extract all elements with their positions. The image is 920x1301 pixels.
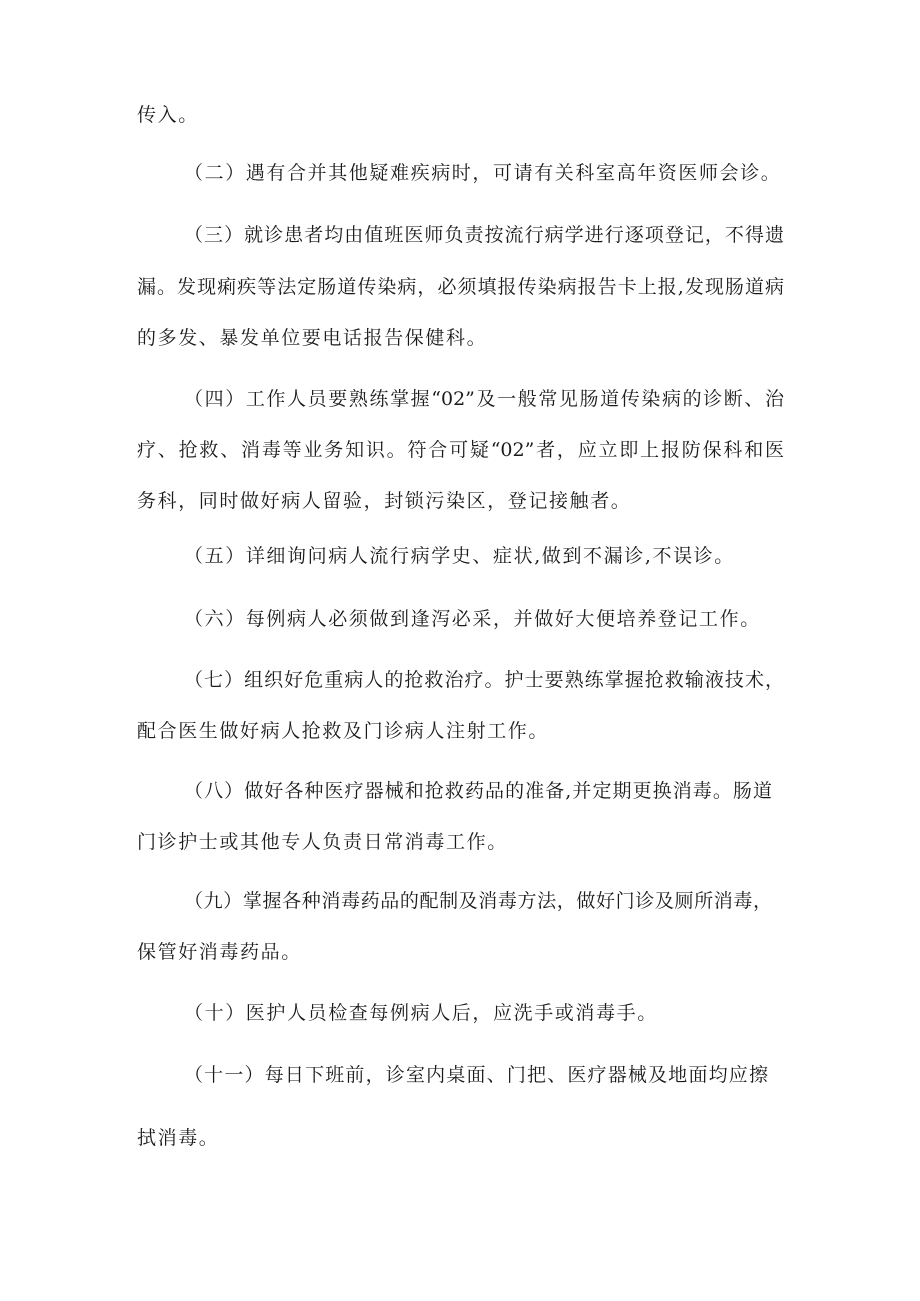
text-line: （六）每例病人必须做到逢泻必采，并做好大便培养登记工作。 — [184, 608, 761, 630]
text-line: 疗、抢救、消毒等业务知识。符合可疑“02”者，应立即上报防保科和医 — [137, 439, 784, 461]
text-line: 传入。 — [137, 104, 199, 126]
text-line: 漏。发现痢疾等法定肠道传染病，必须填报传染病报告卡上报,发现肠道病 — [137, 276, 784, 298]
text-line: （七）组织好危重病人的抢救治疗。护士要熟练掌握抢救输液技术， — [184, 669, 784, 691]
text-line: 保管好消毒药品。 — [137, 941, 302, 963]
text-line: 配合医生做好病人抢救及门诊病人注射工作。 — [137, 720, 550, 742]
text-line: （四）工作人员要熟练掌握“02”及一般常见肠道传染病的诊断、治 — [184, 388, 784, 410]
text-line: 务科，同时做好病人留验，封锁污染区，登记接触者。 — [137, 490, 632, 512]
text-line: （十一）每日下班前，诊室内桌面、门把、医疗器械及地面均应擦 — [184, 1064, 768, 1086]
text-line: 门诊护士或其他专人负责日常消毒工作。 — [137, 831, 508, 853]
text-line: （九）掌握各种消毒药品的配制及消毒方法，做好门诊及厕所消毒， — [184, 890, 772, 912]
text-line: （八）做好各种医疗器械和抢救药品的准备,并定期更换消毒。肠道 — [184, 780, 772, 802]
text-line: （三）就诊患者均由值班医师负责按流行病学进行逐项登记，不得遗 — [184, 224, 784, 246]
text-line: （二）遇有合并其他疑难疾病时，可请有关科室高年资医师会诊。 — [184, 162, 782, 184]
text-line: （五）详细询问病人流行病学史、症状,做到不漏诊,不误诊。 — [184, 545, 735, 567]
text-line: （十）医护人员检查每例病人后，应洗手或消毒手。 — [184, 1002, 658, 1024]
text-line: 拭消毒。 — [137, 1127, 220, 1149]
text-line: 的多发、暴发单位要电话报告保健科。 — [137, 327, 488, 349]
